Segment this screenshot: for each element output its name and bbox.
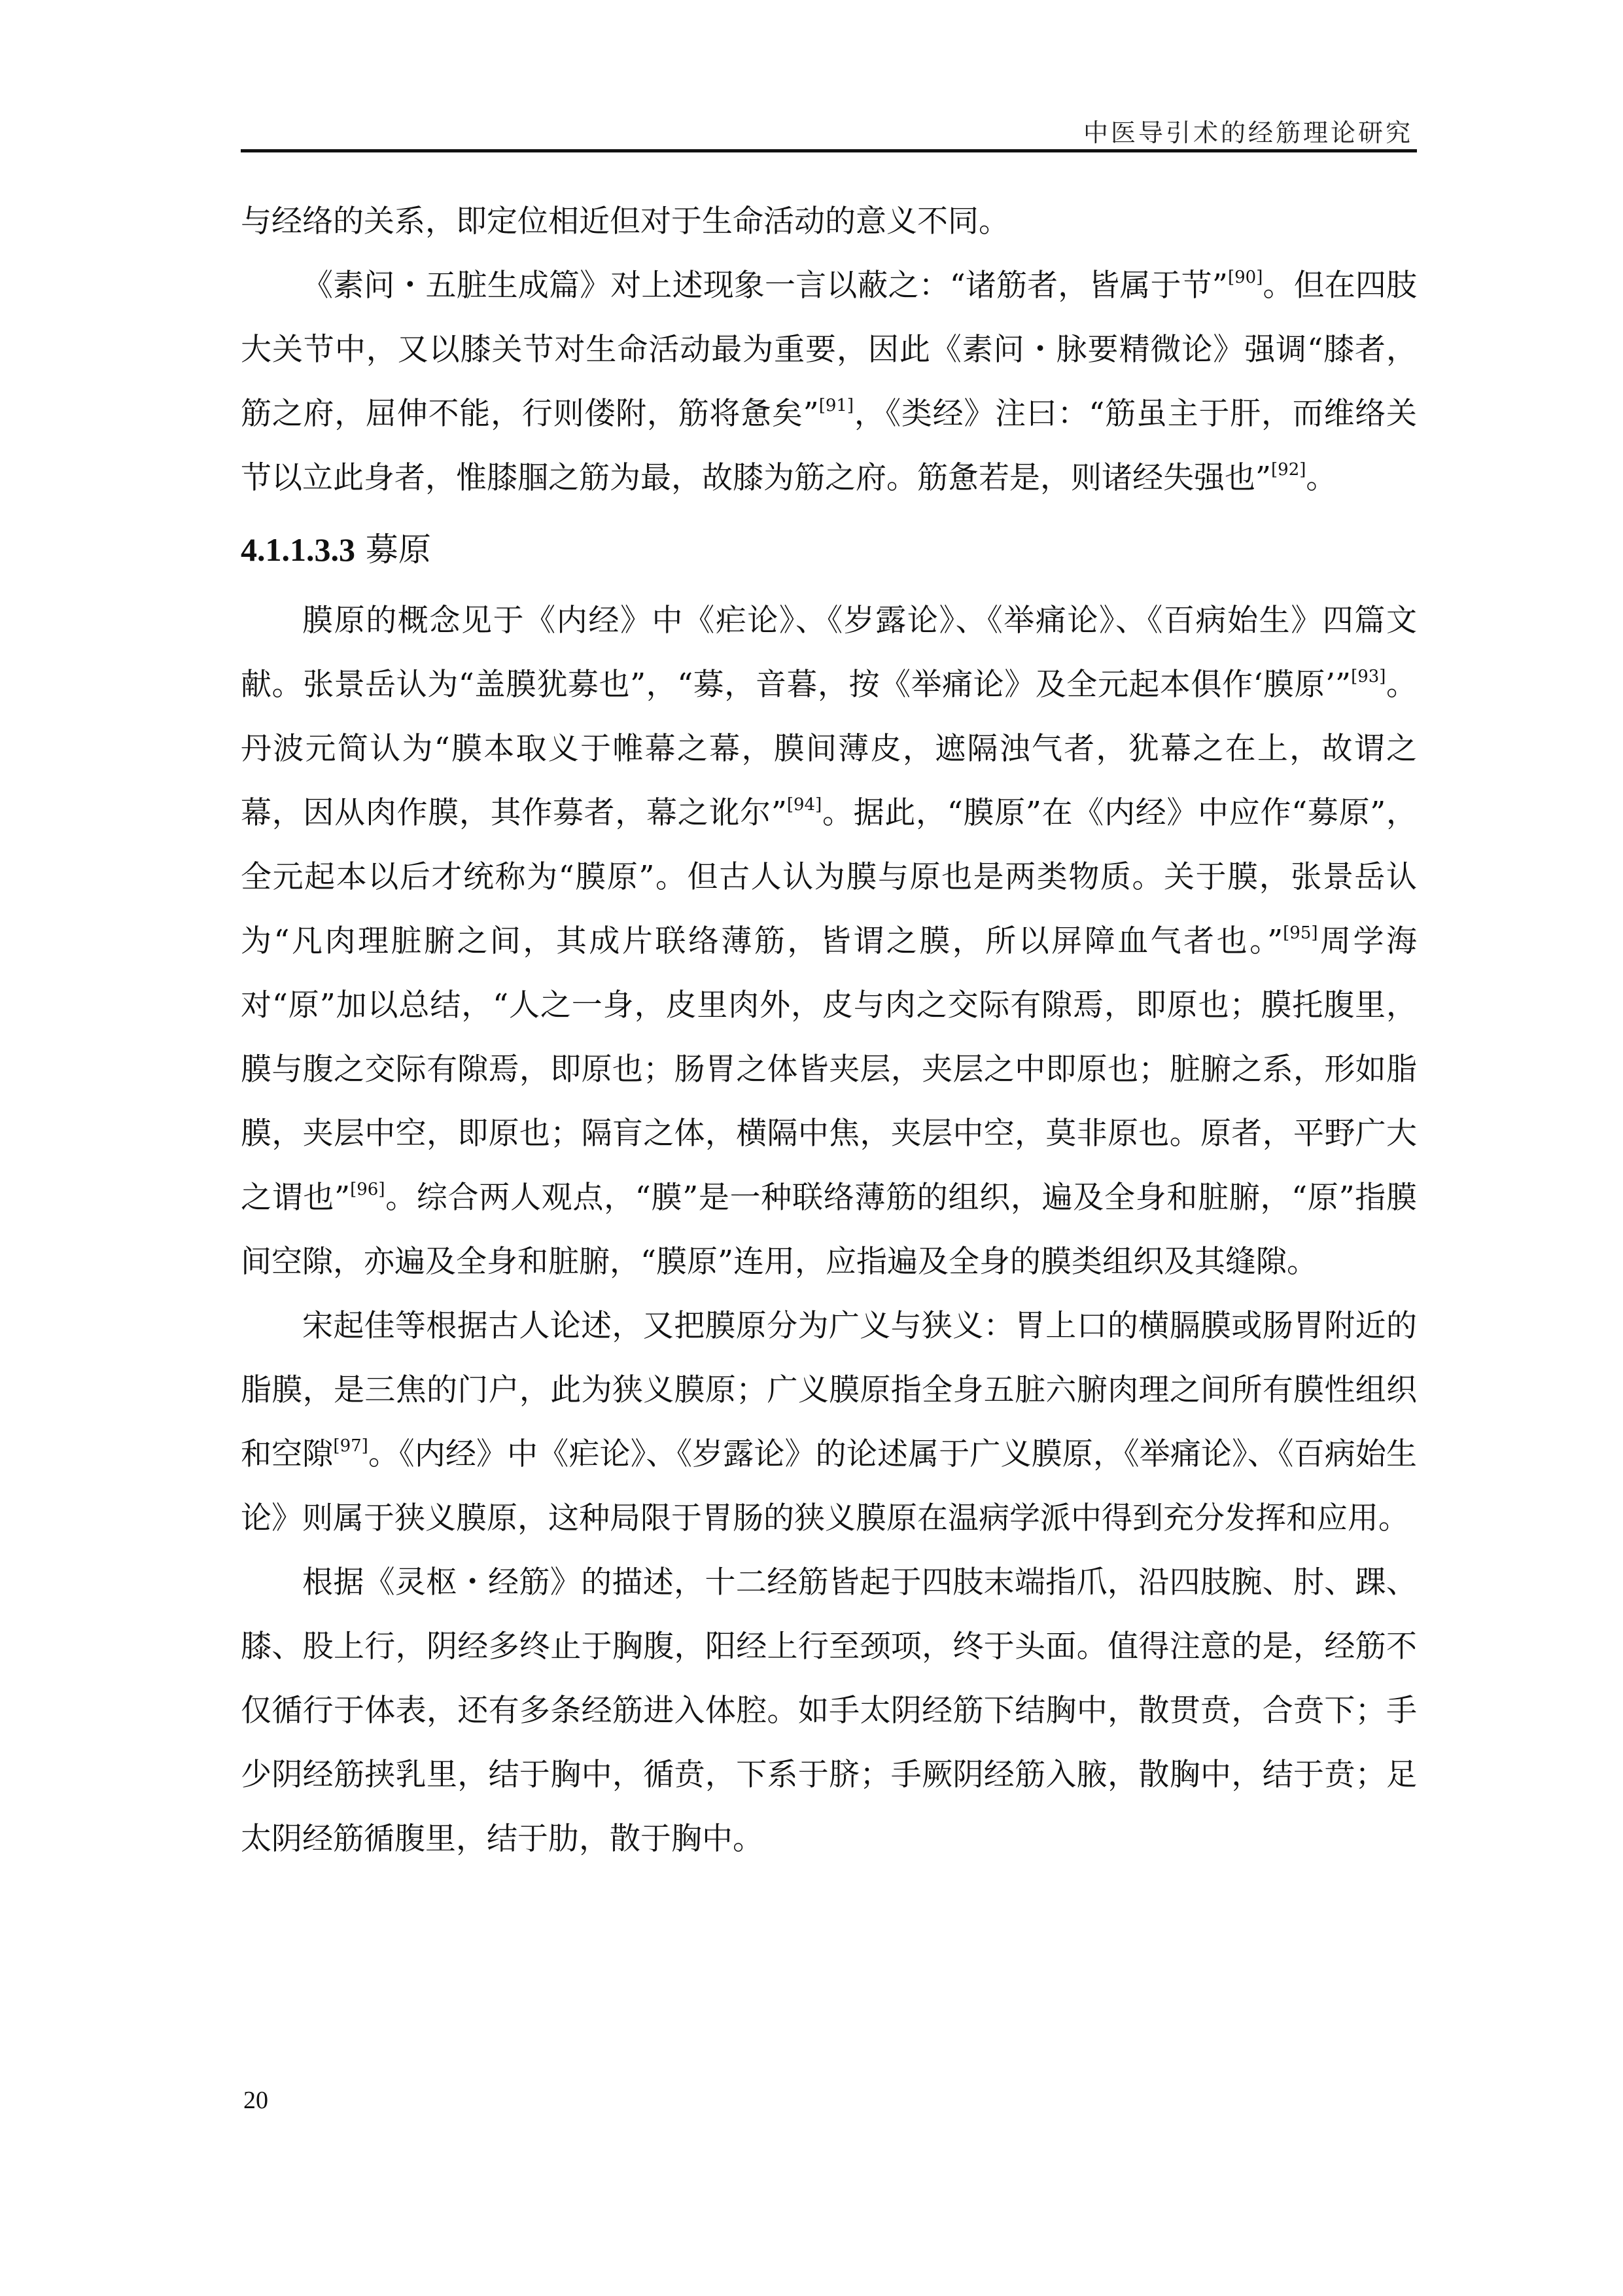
paragraph-text: 根据《灵枢・经筋》的描述，十二经筋皆起于四肢末端指爪，沿四肢腕、肘、踝、膝、股上行，阴经多终止于胸腹，阳经上行至颈项，终于头面。值得注意的是，经筋不仅循行于体表，还有多条经筋进入体腔。如手太阴经筋下结胸中，散贯贲，合贲下；手少阴经筋挟乳里，结于胸中，循贲，下系于脐；手厥阴经筋入腋，散胸中，结于贲；足太阴经筋循腹里，结于肋，散于胸中。: [241, 1564, 1417, 1857]
body-text: [241, 190, 1417, 1871]
paragraph-jingjin: [241, 1551, 1417, 1871]
paragraph-text: 周学海对“原”加以总结，“人之一身，皮里肉外，皮与肉之交际有隙焉，即原也；膜托腹里，膜与腹之交际有隙焉，即原也；肠胃之体皆夹层，夹层之中即原也；脏腑之系，形如脂膜，夹层中空，即原也；隔肓之体，横隔中焦，夹层中空，莫非原也。原者，平野广大之谓也”: [241, 923, 1417, 1216]
paragraph-text: 。《内经》中《疟论》、《岁露论》的论述属于广义膜原，《举痛论》、《百病始生论》则属于狭义膜原，这种局限于胃肠的狭义膜原在温病学派中得到充分发挥和应用。: [241, 1436, 1417, 1536]
paragraph-text: 。但在四肢大关节中，又以膝关节对生命活动最为重要，因此《素问・脉要精微论》强调“膝者，筋之府，屈伸不能，行则偻附，筋将惫矣”: [241, 268, 1417, 432]
section-title: 募原: [365, 531, 431, 569]
paragraph-text: 膜原的概念见于《内经》中《疟论》、《岁露论》、《举痛论》、《百病始生》四篇文献。张景岳认为“盖膜犹募也”，“募，音暮，按《举痛论》及全元起本俱作‘膜原’”: [241, 603, 1417, 703]
paragraph-text: 。: [1306, 460, 1337, 496]
paragraph-continuation: [241, 190, 1417, 254]
citation-91[interactable]: [91]: [818, 396, 854, 415]
citation-92[interactable]: [92]: [1271, 460, 1306, 480]
citation-97[interactable]: [97]: [333, 1436, 368, 1456]
paragraph-text: ，《类经》注曰：“筋虽主于肝，而维络关节以立此身者，惟膝腘之筋为最，故膝为筋之府。筋惫若是，则诸经失强也”: [241, 396, 1417, 496]
paragraph-suwen: [241, 254, 1417, 510]
paragraph-text: 与经络的关系，即定位相近但对于生命活动的意义不同。: [241, 203, 1009, 239]
running-header: 中医导引术的经筋理论研究: [1083, 118, 1413, 147]
citation-95[interactable]: [95]: [1283, 923, 1318, 943]
paragraph-text: 。据此，“膜原”在《内经》中应作“募原”，全元起本以后才统称为“膜原”。但古人认为膜与原也是两类物质。关于膜，张景岳认为“凡肉理脏腑之间，其成片联络薄筋，皆谓之膜，所以屏障血气者也。”: [241, 795, 1417, 959]
paragraph-text: 《素问・五脏生成篇》对上述现象一言以蔽之：“诸筋者，皆属于节”: [302, 268, 1228, 304]
page-number: 20: [243, 2087, 268, 2114]
section-heading: [241, 510, 1417, 589]
paragraph-text: 。丹波元简认为“膜本取义于帷幕之幕，膜间薄皮，遮隔浊气者，犹幕之在上，故谓之幕，因从肉作膜，其作募者，幕之讹尔”: [241, 667, 1417, 831]
citation-94[interactable]: [94]: [786, 795, 822, 815]
paragraph-text: 宋起佳等根据古人论述，又把膜原分为广义与狭义：胃上口的横膈膜或肠胃附近的脂膜，是三焦的门户，此为狭义膜原；广义膜原指全身五脏六腑肉理之间所有膜性组织和空隙: [241, 1308, 1417, 1472]
paragraph-moyuan-concept: [241, 589, 1417, 1294]
citation-90[interactable]: [90]: [1227, 268, 1263, 287]
header-rule: [241, 149, 1417, 152]
paragraph-moyuan-types: [241, 1294, 1417, 1551]
citation-96[interactable]: [96]: [350, 1180, 385, 1199]
citation-93[interactable]: [93]: [1351, 667, 1386, 686]
section-number: 4.1.1.3.3: [241, 531, 355, 568]
paragraph-text: 。综合两人观点，“膜”是一种联络薄筋的组织，遍及全身和脏腑，“原”指膜间空隙，亦遍及全身和脏腑，“膜原”连用，应指遍及全身的膜类组织及其缝隙。: [241, 1180, 1417, 1280]
